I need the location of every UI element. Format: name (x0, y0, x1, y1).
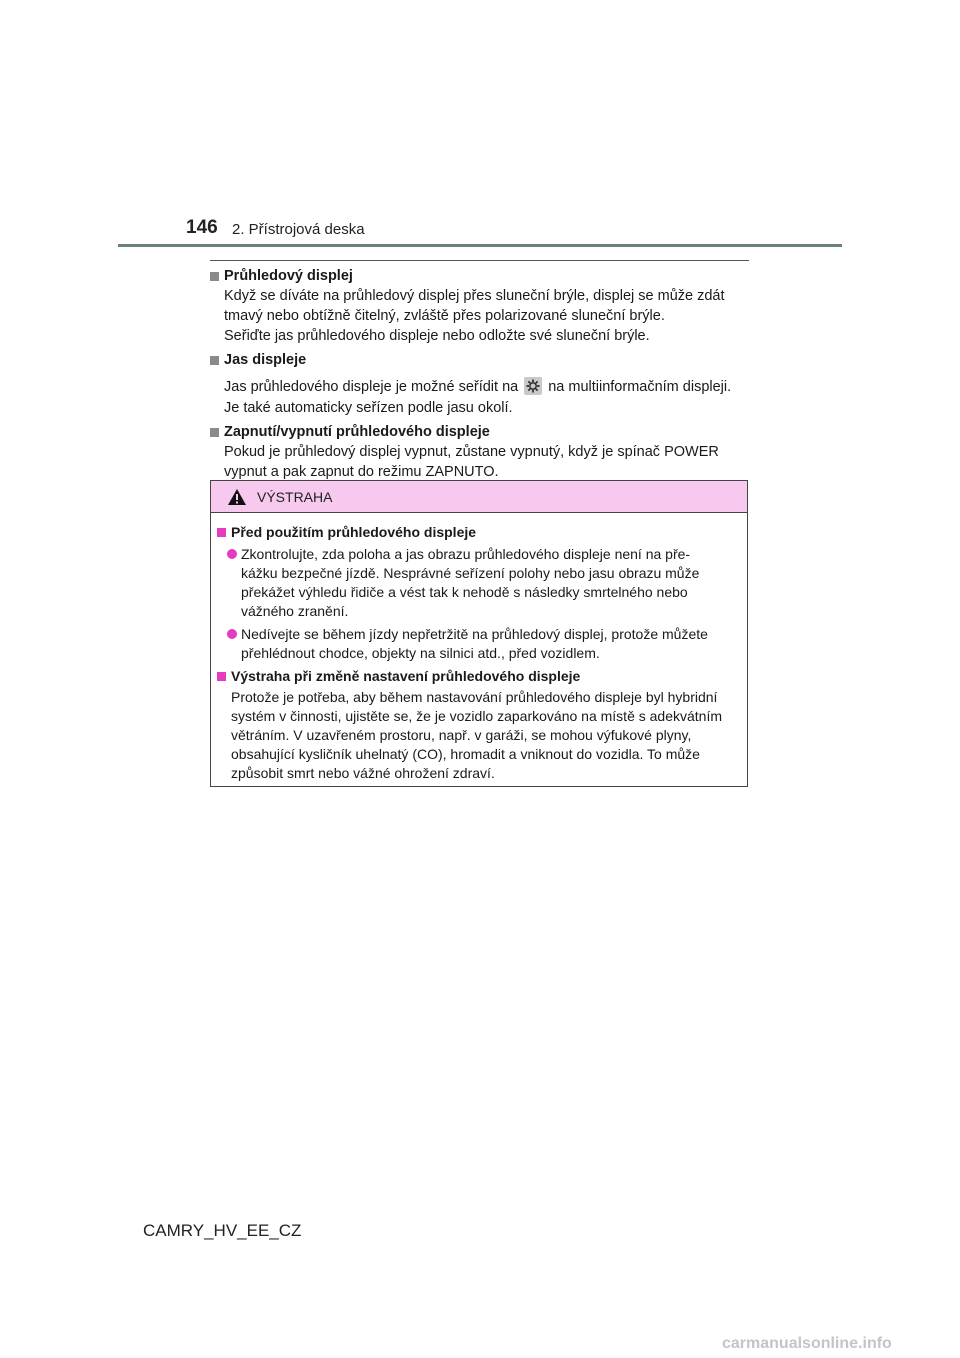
section-text: Jas průhledového displeje je možné seřídit na na multiinformačním displeji. Je také automaticky seřízen podle jasu okolí. (224, 379, 732, 416)
watermark: carmanualsonline.info (722, 1335, 892, 1352)
header-rule (118, 244, 842, 247)
list-item: Zkontrolujte, zda poloha a jas obrazu průhledového displeje není na pře- kážku bezpečné jízdě. Nesprávné seřízení polohy nebo jasu obrazu může překážet výhledu řidiče a vést tak k nehodě s následky smrtelného nebo vážného zranění. (217, 545, 741, 621)
warning-body (211, 513, 747, 783)
section-text: Když se díváte na průhledový displej přes sluneční brýle, displej se může zdát tmavý nebo obtížně čitelný, zvláště přes polarizované sluneční brýle. Seřiďte jas průhledového displeje nebo odložte své sluneční brýle. (224, 288, 725, 344)
chapter-title: 2. Přístrojová deska (232, 221, 365, 238)
circle-bullet-icon (227, 549, 237, 559)
warning-box (210, 480, 748, 787)
square-bullet-icon (210, 428, 219, 437)
section-heading: Zapnutí/vypnutí průhledového displeje (210, 422, 749, 442)
warning-title: VÝSTRAHA (257, 488, 333, 505)
section-heading: Jas displeje (210, 350, 749, 370)
circle-bullet-icon (227, 629, 237, 639)
settings-gear-icon (524, 377, 542, 395)
page-number: 146 (186, 217, 218, 238)
warning-triangle-icon (227, 488, 247, 506)
square-bullet-icon (217, 528, 226, 537)
list-item: Nedívejte se během jízdy nepřetržitě na průhledový displej, protože můžete přehlédnout chodce, objekty na silnici atd., před vozidlem. (217, 625, 741, 663)
warning-group-heading: Před použitím průhledového displeje (217, 523, 741, 542)
warning-header (211, 481, 747, 513)
square-bullet-icon (210, 356, 219, 365)
section-text: Pokud je průhledový displej vypnut, zůstane vypnutý, když je spínač POWER vypnut a pak zapnut do režimu ZAPNUTO. (224, 444, 719, 480)
section-rule (210, 260, 749, 261)
section-heading: Průhledový displej (210, 266, 749, 286)
document-code: CAMRY_HV_EE_CZ (143, 1221, 302, 1240)
square-bullet-icon (210, 272, 219, 281)
warning-text: Protože je potřeba, aby během nastavování průhledového displeje byl hybridní systém v činnosti, ujistěte se, že je vozidlo zaparkováno na místě s adekvátním větráním. V uzavřeném prostoru, např. v garáži, se mohou výfukové plyny, obsahující kysličník uhelnatý (CO), hromadit a vniknout do vozidla. To může způsobit smrt nebo vážné ohrožení zdraví. (231, 689, 723, 781)
square-bullet-icon (217, 672, 226, 681)
warning-group-heading: Výstraha při změně nastavení průhledového displeje (217, 667, 741, 686)
content (210, 266, 749, 482)
